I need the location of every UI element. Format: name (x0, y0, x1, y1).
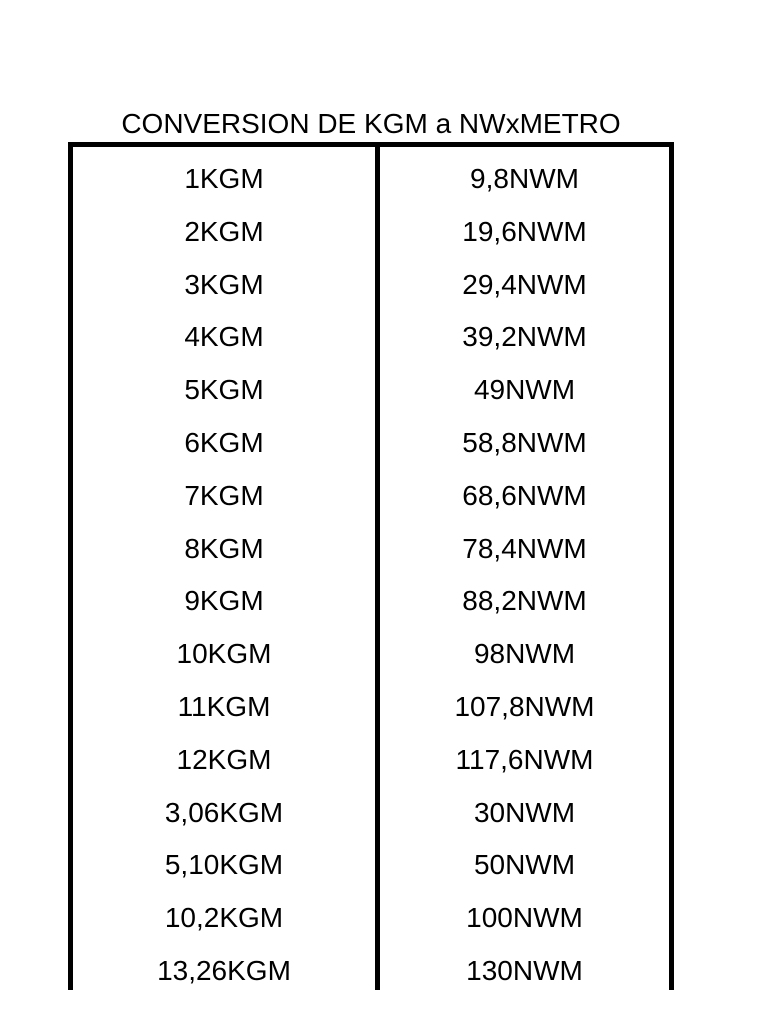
table-row (73, 470, 669, 523)
nwm-cell: 68,6NWM (462, 479, 587, 511)
kgm-cell: 10,2KGM (164, 902, 284, 934)
table-row (73, 311, 669, 364)
kgm-cell: 1KGM (184, 163, 264, 194)
table-row (73, 153, 669, 206)
nwm-cell: 39,2NWM (462, 321, 587, 353)
kgm-cell: 4KGM (184, 321, 264, 353)
table-row (73, 892, 669, 945)
nwm-cell: 78,4NWM (462, 532, 587, 564)
table-row (73, 417, 669, 470)
kgm-cell: 9KGM (184, 585, 264, 617)
nwm-cell: 50NWM (473, 849, 576, 881)
nwm-cell: 30NWM (473, 796, 576, 828)
table-row (73, 945, 669, 998)
nwm-cell: 100NWM (466, 902, 583, 934)
table-row (73, 681, 669, 734)
table-row (73, 206, 669, 259)
nwm-cell: 9,8NWM (470, 163, 579, 194)
kgm-cell: 2KGM (184, 215, 264, 247)
table-row (73, 734, 669, 787)
kgm-cell: 3KGM (184, 268, 264, 300)
kgm-cell: 5,10KGM (164, 849, 284, 881)
table-row (73, 628, 669, 681)
nwm-cell: 107,8NWM (454, 690, 595, 722)
table-row (73, 787, 669, 840)
table-title: CONVERSION DE KGM a NWxMETRO (121, 108, 621, 139)
kgm-cell: 7KGM (184, 479, 264, 511)
table-row (73, 523, 669, 576)
kgm-cell: 11KGM (177, 690, 271, 722)
table-row (73, 839, 669, 892)
kgm-cell: 12KGM (176, 743, 272, 775)
table-body (73, 153, 669, 998)
kgm-cell: 13,26KGM (157, 954, 291, 986)
nwm-cell: 58,8NWM (462, 426, 587, 458)
table-row (73, 364, 669, 417)
kgm-cell: 3,06KGM (164, 796, 284, 828)
kgm-cell: 6KGM (184, 426, 264, 458)
conversion-table (68, 142, 674, 990)
table-row (73, 575, 669, 628)
nwm-cell: 49NWM (473, 374, 576, 406)
nwm-cell: 29,4NWM (462, 268, 587, 300)
kgm-cell: 5KGM (184, 374, 264, 406)
nwm-cell: 19,6NWM (462, 215, 587, 247)
nwm-cell: 98NWM (473, 638, 576, 670)
table-row (73, 259, 669, 312)
kgm-cell: 10KGM (176, 638, 272, 670)
kgm-cell: 8KGM (184, 532, 264, 564)
nwm-cell: 130NWM (466, 954, 583, 986)
nwm-cell: 88,2NWM (462, 585, 587, 617)
nwm-cell: 117,6NWM (455, 743, 594, 775)
